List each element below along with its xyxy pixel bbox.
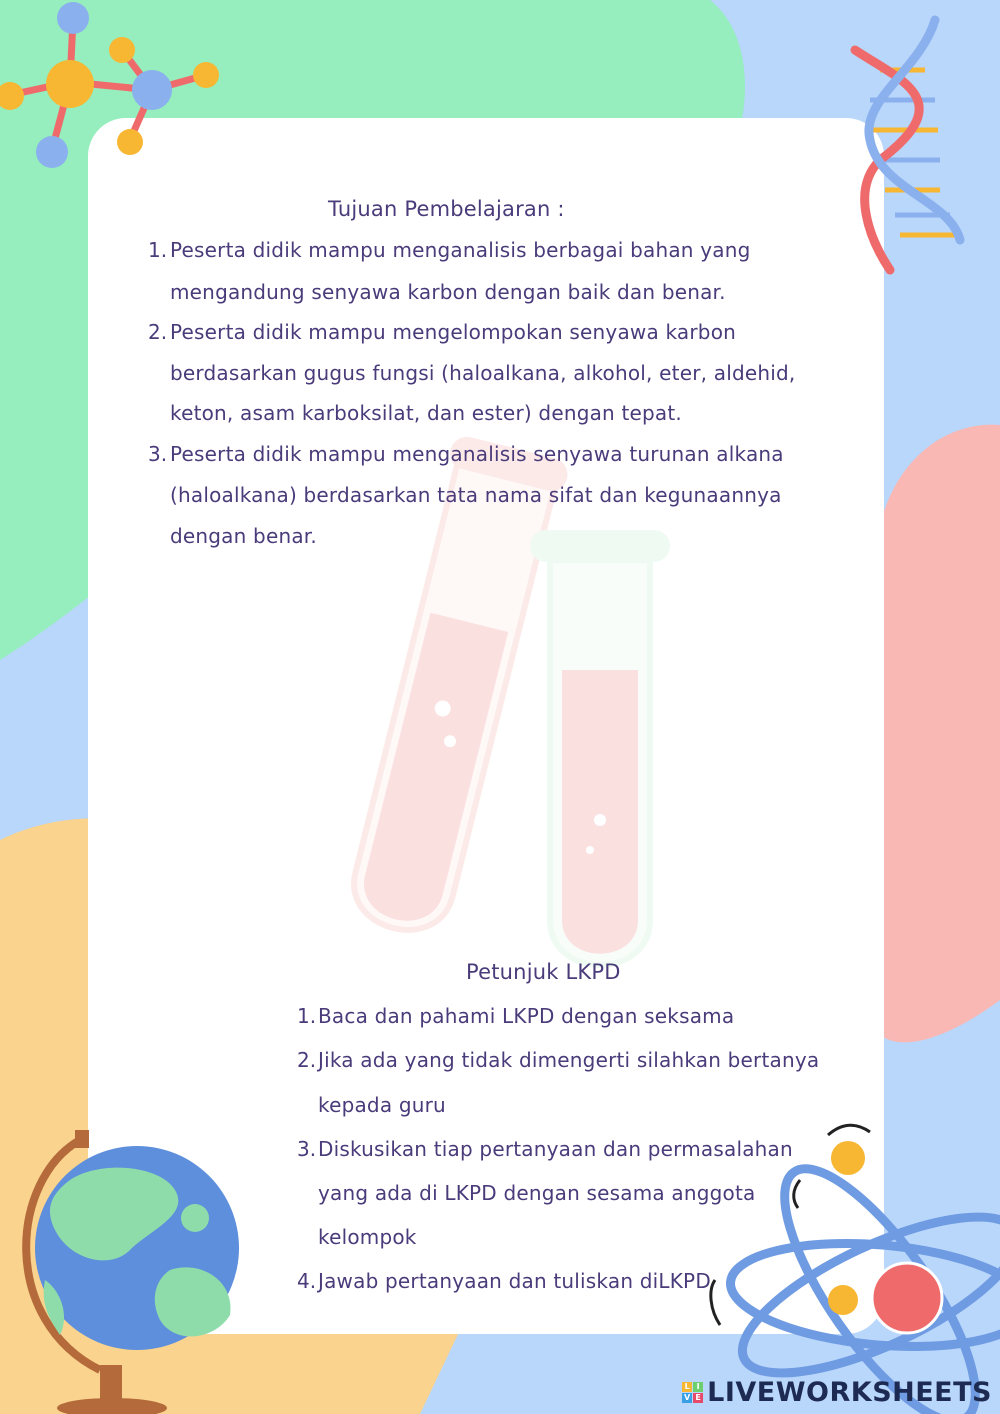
tujuan-item-2-line-1: Peserta didik mampu mengelompokan senyawa karbon — [170, 320, 737, 344]
tujuan-item-2-number: 2. — [148, 320, 168, 344]
petunjuk-item-1-number: 1. — [297, 1004, 317, 1028]
logo-letter-v: V — [684, 1393, 691, 1402]
dna-icon — [840, 10, 980, 280]
liveworksheets-logo-icon — [682, 1382, 703, 1403]
tujuan-item-1-line-2: mengandung senyawa karbon dengan baik dan benar. — [170, 280, 726, 304]
tujuan-item-3-line-3: dengan benar. — [170, 524, 317, 548]
logo-letter-e: E — [693, 1393, 703, 1403]
molecule-icon — [0, 0, 230, 180]
petunjuk-heading: Petunjuk LKPD — [466, 960, 621, 984]
petunjuk-item-2-line-2: kepada guru — [318, 1093, 446, 1117]
tujuan-item-3-line-2: (haloalkana) berdasarkan tata nama sifat dan kegunaannya — [170, 483, 782, 507]
petunjuk-item-3-line-2: yang ada di LKPD dengan sesama anggota — [318, 1181, 756, 1205]
petunjuk-item-4-number: 4. — [297, 1269, 317, 1293]
pink-blob — [875, 425, 1000, 1043]
tujuan-item-2-line-2: berdasarkan gugus fungsi (haloalkana, alkohol, eter, aldehid, — [170, 361, 796, 385]
petunjuk-item-3-number: 3. — [297, 1137, 317, 1161]
atom-icon — [700, 1120, 1000, 1414]
logo-letter-i: I — [693, 1382, 703, 1392]
tujuan-item-3-number: 3. — [148, 442, 168, 466]
petunjuk-item-2-number: 2. — [297, 1048, 317, 1072]
tujuan-item-3-line-1: Peserta didik mampu menganalisis senyawa turunan alkana — [170, 442, 784, 466]
tujuan-item-1-line-1: Peserta didik mampu menganalisis berbagai bahan yang — [170, 238, 751, 262]
tujuan-item-1-number: 1. — [148, 238, 168, 262]
petunjuk-item-3-line-1: Diskusikan tiap pertanyaan dan permasalahan — [318, 1137, 793, 1161]
petunjuk-item-1-line-1: Baca dan pahami LKPD dengan seksama — [318, 1004, 735, 1028]
logo-letter-l: L — [682, 1382, 692, 1392]
petunjuk-item-2-line-1: Jika ada yang tidak dimengerti silahkan bertanya — [318, 1048, 820, 1072]
globe-icon — [0, 1120, 250, 1414]
petunjuk-item-4-line-1: Jawab pertanyaan dan tuliskan diLKPD — [318, 1269, 711, 1293]
petunjuk-item-3-line-3: kelompok — [318, 1225, 417, 1249]
tujuan-heading: Tujuan Pembelajaran : — [328, 197, 565, 221]
liveworksheets-text: LIVEWORKSHEETS — [707, 1377, 992, 1408]
liveworksheets-watermark[interactable] — [682, 1377, 992, 1408]
tujuan-item-2-line-3: keton, asam karboksilat, dan ester) dengan tepat. — [170, 401, 682, 425]
